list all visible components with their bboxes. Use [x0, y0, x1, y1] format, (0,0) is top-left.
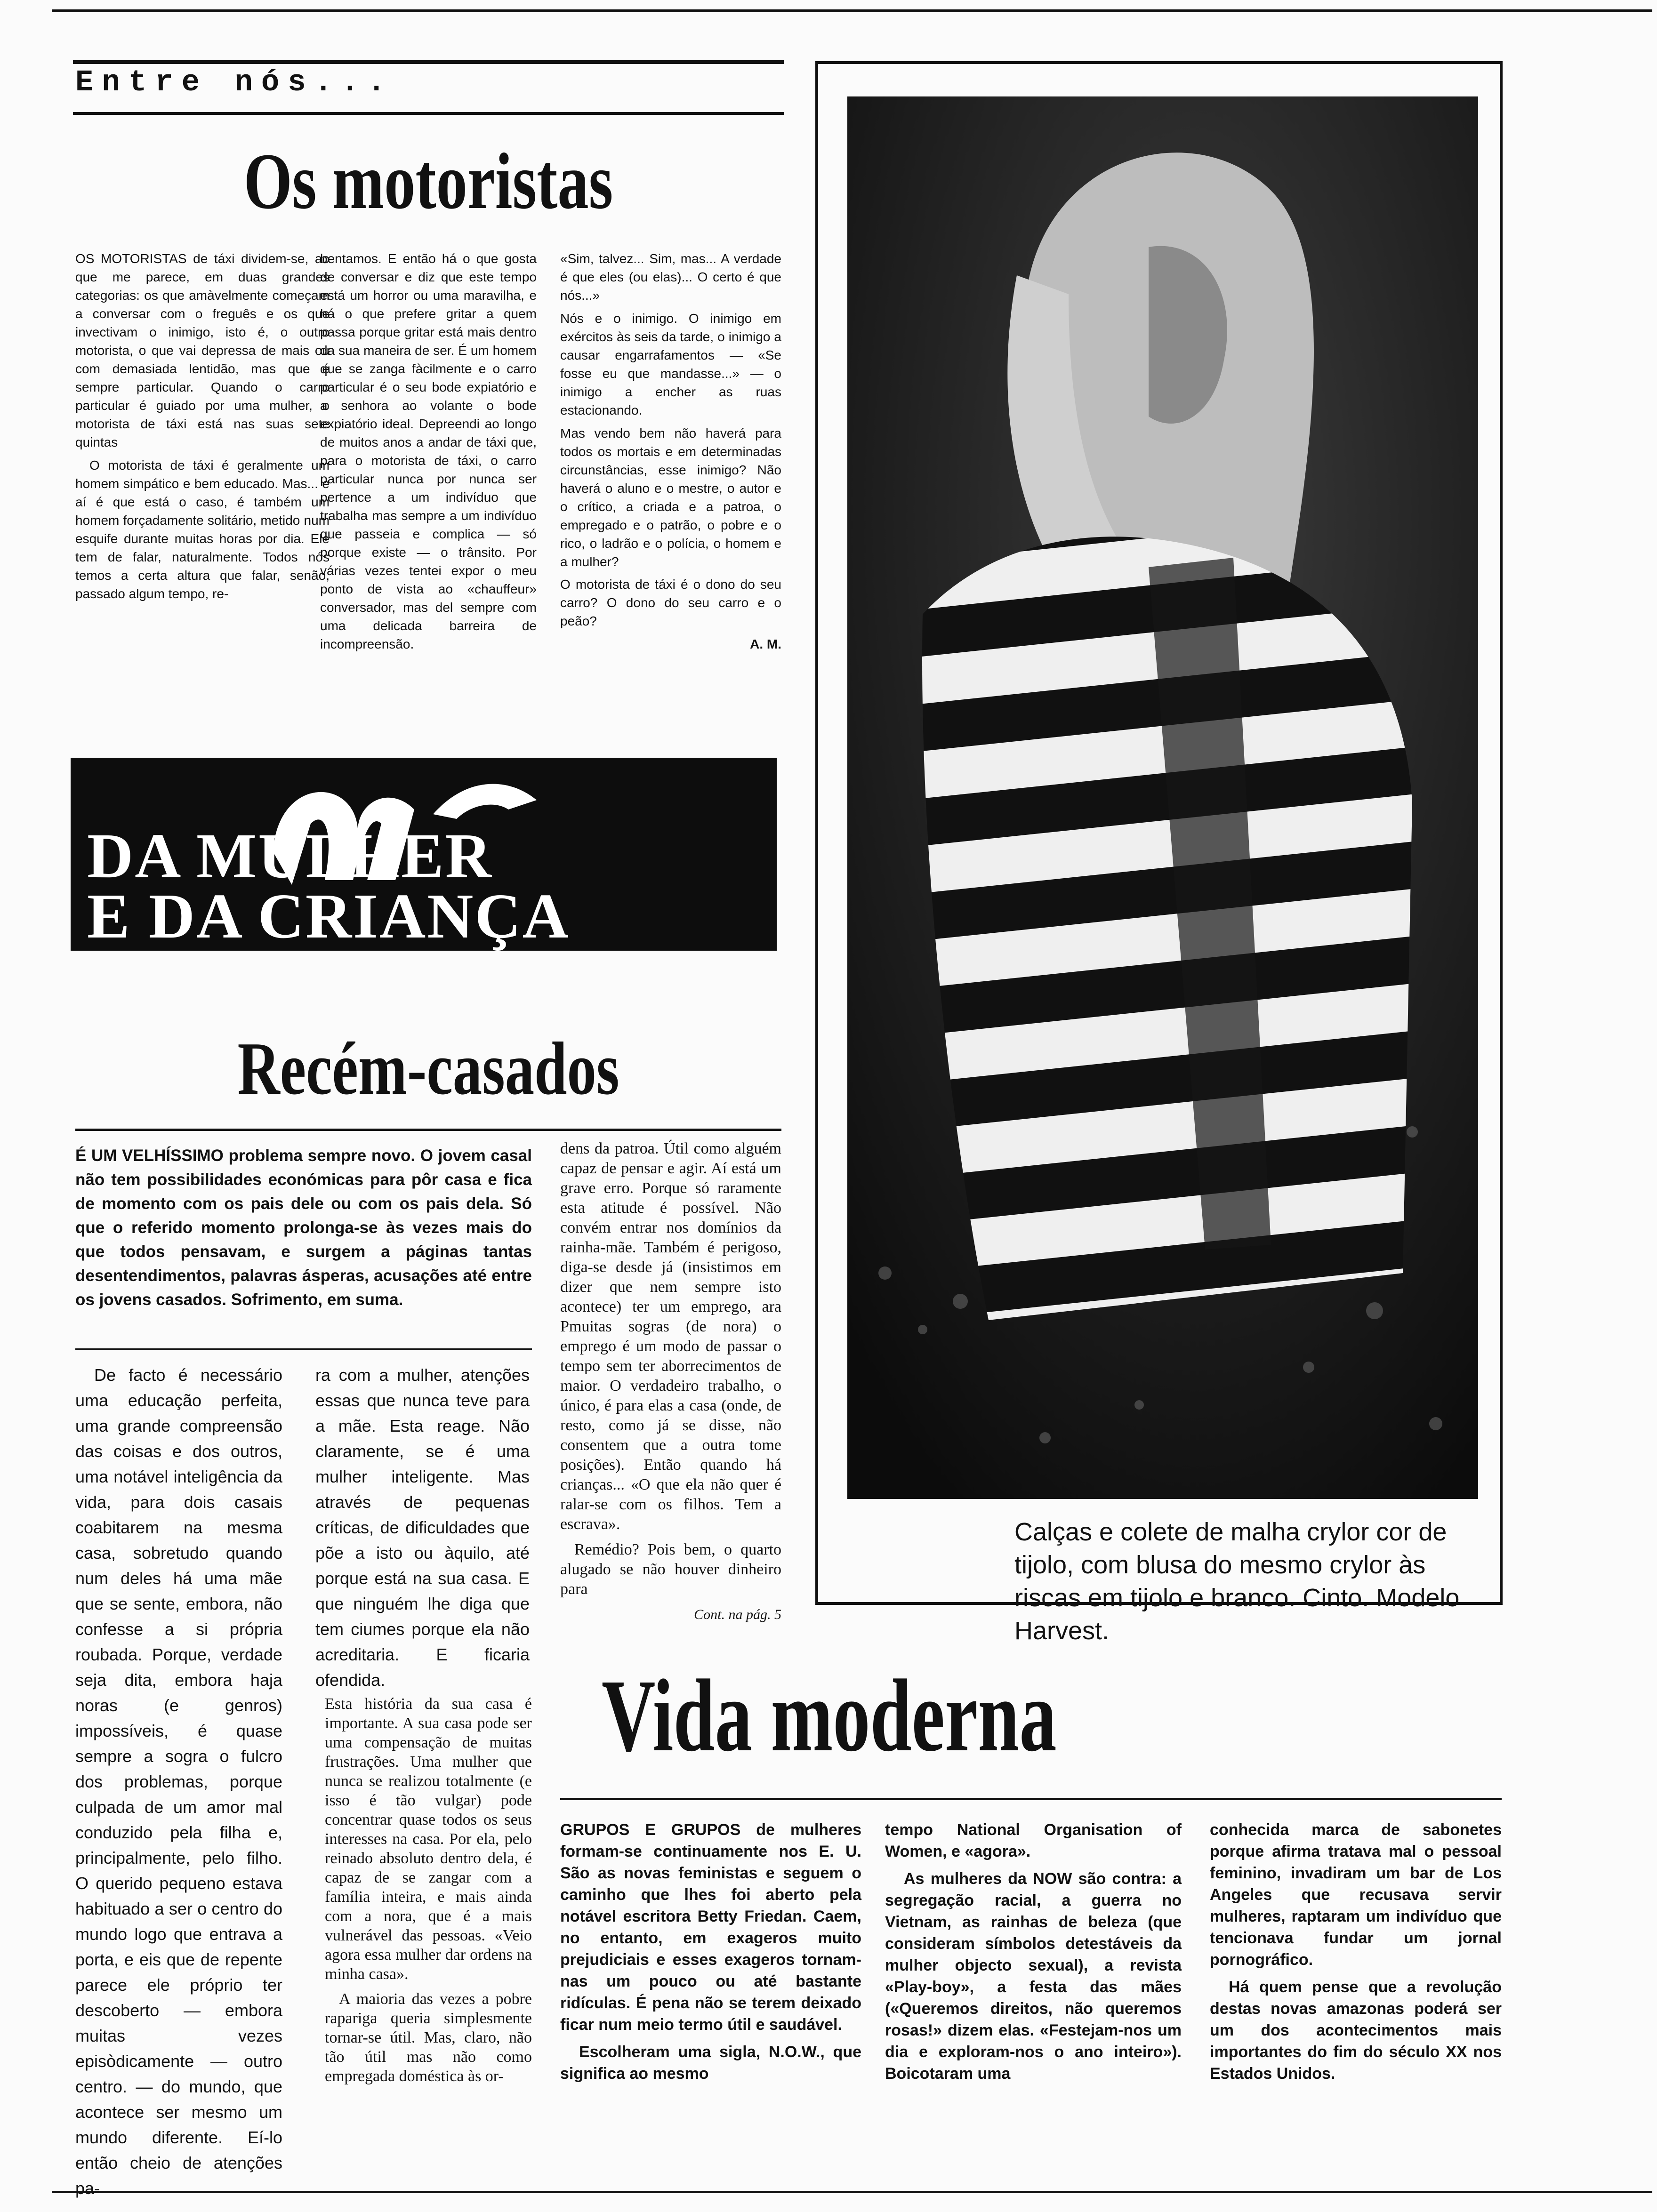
vida-col3-p2: Há quem pense que a revolução destas novas amazonas poderá ser um dos acontecimentos mais importantes do fim do século XX nos Estados Unidos. — [1210, 1978, 1502, 2083]
motoristas-col3-p4: O motorista de táxi é o dono do seu carro? O dono do seu carro e o peão? — [560, 577, 781, 629]
motoristas-title: Os motoristas — [243, 137, 613, 225]
vida-col1-p2: Escolheram uma sigla, N.O.W., que significa ao mesmo — [560, 2043, 861, 2083]
motoristas-col3-p2: Nós e o inimigo. O inimigo em exércitos às seis da tarde, o inimigo a causar engarrafamentos — «Se fosse eu que mandasse...» — o inimigo a encher as ruas estacionando. — [560, 311, 781, 417]
section-banner — [71, 758, 777, 951]
section-bottom-rule — [73, 112, 784, 115]
vida-col1-p1: GRUPOS E GRUPOS de mulheres formam-se continuamente nos E. U. São as novas feministas e seguem o caminho que lhes foi aberto pela notável escritora Betty Friedan. Caem, no entanto, em exageros muito prejudiciais e esses exageros tornam-nas um pouco ou até bastante ridículas. É pena não se terem deixado ficar num meio termo útil e saudável. — [560, 1821, 861, 2034]
recem-intro — [75, 1144, 532, 1312]
section-top-rule — [73, 60, 784, 64]
recem-continued: Cont. na pág. 5 — [694, 1606, 781, 1622]
page-top-rule — [52, 9, 1652, 12]
recem-col2-p1: ra com a mulher, atenções essas que nunca teve para a mãe. Esta reage. Não claramente, se é uma mulher inteligente. Mas através de pequenas críticas, de dificuldades que põe a isto ou àquilo, até porque está na sua casa. E que ninguém lhe diga que tem ciumes porque ela não acreditaria. E ficaria ofendida. — [315, 1365, 530, 1690]
vida-column-1 — [560, 1819, 861, 2090]
vida-rule — [560, 1798, 1502, 1800]
motoristas-signature: A. M. — [750, 637, 781, 652]
motoristas-col2-p1: bentamos. E então há o que gosta de conversar e diz que este tempo está um horror ou uma maravilha, e há o que prefere gritar a quem passa porque gritar está mais dentro da sua maneira de ser. É um homem que se zanga fàcilmente e o carro particular é o seu bode expiatório e a senhora ao volante o bode expiatório ideal. Depreendi ao longo de muitos anos a andar de táxi que, para o motorista de táxi, o carro particular nunca por nunca ser pertence a um indivíduo que trabalha mas sempre a um indivíduo que passeia e complica — só porque existe — o trânsito. Por várias vezes tentei expor o meu ponto de vista ao «chauffeur» conversador, mas del sempre com uma delicada barreira de incompreensão. — [320, 251, 537, 651]
banner-line-1: DA MULHER — [87, 821, 493, 891]
vida-title: Vida moderna — [602, 1658, 1057, 1773]
recem-column-1 — [75, 1362, 282, 2207]
motoristas-column-1 — [75, 249, 330, 608]
fashion-photo — [847, 96, 1478, 1499]
recem-top-rule — [75, 1129, 781, 1131]
photo-caption: Calças e colete de malha crylor cor de tijolo, com blusa do mesmo crylor às riscas em tijolo e branco. Cinto. Modelo Harvest. — [1014, 1518, 1460, 1645]
recem-column-3 — [560, 1139, 781, 1629]
motoristas-column-2 — [320, 249, 537, 658]
vida-column-3 — [1210, 1819, 1502, 2090]
recem-col3-p1: dens da patroa. Útil como alguém capaz de pensar e agir. Aí está um grave erro. Porque só raramente esta atitude é possível. Não convém entrar nos domínios da rainha-mãe. Também é perigoso, diga-se desde já (insistimos em dizer que nem sempre isto acontece) ter um emprego, ara Pmuitas sogras (de nora) o emprego é um modo de passar o tempo sem ter aborrecimentos de maior. O verdadeiro trabalho, o único, é para elas a casa (onde, de resto, como já se disse, não consentem que a outra tome posições). Então quando há crianças... «O que ela não quer é ralar-se com os filhos. Tem a escrava». — [560, 1140, 781, 1533]
recem-intro-lead: É UM VELHÍSSIMO — [75, 1146, 224, 1165]
motoristas-col3-p3: Mas vendo bem não haverá para todos os mortais e em determinadas circunstâncias, esse inimigo? Não haverá o aluno e o mestre, o autor e o crítico, a criada e a patroa, o empregado e o patrão, o pobre e o rico, o ladrão e o polícia, o homem e a mulher? — [560, 425, 781, 569]
vida-col3-p1: conhecida marca de sabonetes porque afirma tratava mal o pessoal feminino, invadiram um bar de Los Angeles que recusava servir mulheres, raptaram um indivíduo que tencionava fundar um jornal pornográfico. — [1210, 1821, 1502, 1969]
recem-column-2b — [325, 1694, 532, 2092]
motoristas-col3-p1: «Sim, talvez... Sim, mas... A verdade é que eles (ou elas)... O certo é que nós...» — [560, 251, 781, 303]
motoristas-col1-p2: O motorista de táxi é geralmente um homem simpático e bem educado. Mas... e aí é que está o caso, é também um homem forçadamente solitário, metido num esquife durante muitas horas por dia. Ele tem de falar, naturalmente. Todos nós temos a certa altura que falar, senão, passado algum tempo, re- — [75, 457, 330, 601]
page-bottom-rule — [52, 2191, 1652, 2193]
banner-line-2: E DA CRIANÇA — [87, 881, 570, 951]
recem-col2-p2: Esta história da sua casa é importante. A sua casa pode ser uma compensação de muitas frustrações. Uma mulher que nunca se realizou totalmente (e isso é tão vulgar) pode concentrar quase todos os seus interesses na casa. Por ela, pelo reinado absoluto dentro dela, é capaz de se zangar com a família inteira, e mais ainda com a nora, que é a mais vulnerável das pessoas. «Veio agora essa mulher dar ordens na minha casa». — [325, 1695, 532, 1983]
recem-col2-p3: A maioria das vezes a pobre rapariga queria simplesmente tornar-se útil. Mas, claro, não tão útil mas não como empregada doméstica às or- — [325, 1990, 532, 2085]
section-label: Entre nós... — [75, 66, 394, 100]
recem-intro-rule — [75, 1348, 532, 1350]
vida-col2-p1: tempo National Organisation of Women, e «agora». — [885, 1821, 1182, 1860]
motoristas-column-3 — [560, 249, 781, 658]
vida-column-2 — [885, 1819, 1182, 2090]
recem-column-2 — [315, 1362, 530, 1699]
motoristas-col1-p1: OS MOTORISTAS de táxi dividem-se, ao que me parece, em duas grandes categorias: os que amàvelmente começam a conversar com o freguês e os que invectivam o inimigo, isto é, o outro motorista, o que vai depressa de mais ou com demasiada lentidão, mas que é sempre particular. Quando o carro particular é guiado por uma mulher, o motorista de táxi está nas suas sete quintas — [75, 251, 330, 449]
recem-title: Recém-casados — [237, 1026, 619, 1110]
vida-col2-p2: As mulheres da NOW são contra: a segregação racial, a guerra no Vietnam, as rainhas de beleza (que consideram símbolos detestáveis da mulher objecto sexual), a revista «Play-boy», a festa das mães («Queremos direitos, não queremos rosas!» dizem elas. «Festejam-nos um dia e exploram-nos o ano inteiro»). Boicotaram uma — [885, 1869, 1182, 2083]
photo-illustration — [847, 96, 1478, 1499]
recem-intro-text: problema sempre novo. O jovem casal não tem possibilidades económicas para pôr casa e fica de momento com os pais dele ou com os pais dela. Só que o referido momento prolonga-se às vezes mais do que todos pensavam, e surgem a páginas tantas desentendimentos, palavras ásperas, acusações até entre os jovens casados. Sofrimento, em suma. — [75, 1146, 532, 1309]
recem-col3-p2: Remédio? Pois bem, o quarto alugado se não houver dinheiro para — [560, 1540, 781, 1598]
recem-col1-p1: De facto é necessário uma educação perfeita, uma grande compreensão das coisas e dos outros, uma notável inteligência da vida, para dois casais coabitarem na mesma casa, sobretudo quando num deles há uma mãe que se sente, embora, não confesse a si própria roubada. Porque, verdade seja dita, embora haja noras (e genros) impossíveis, é quase sempre a sogra o fulcro dos problemas, porque culpada de um amor mal conduzido pela filha e, principalmente, pelo filho. O querido pequeno estava habituado a ser o centro do mundo logo que entrava a porta, e eis que de repente parece ele próprio ter descoberto — embora muitas vezes episòdicamente — outro centro. — do mundo, que acontece ser mesmo um mundo diferente. Eí-lo então cheio de atenções pa- — [75, 1365, 282, 2198]
